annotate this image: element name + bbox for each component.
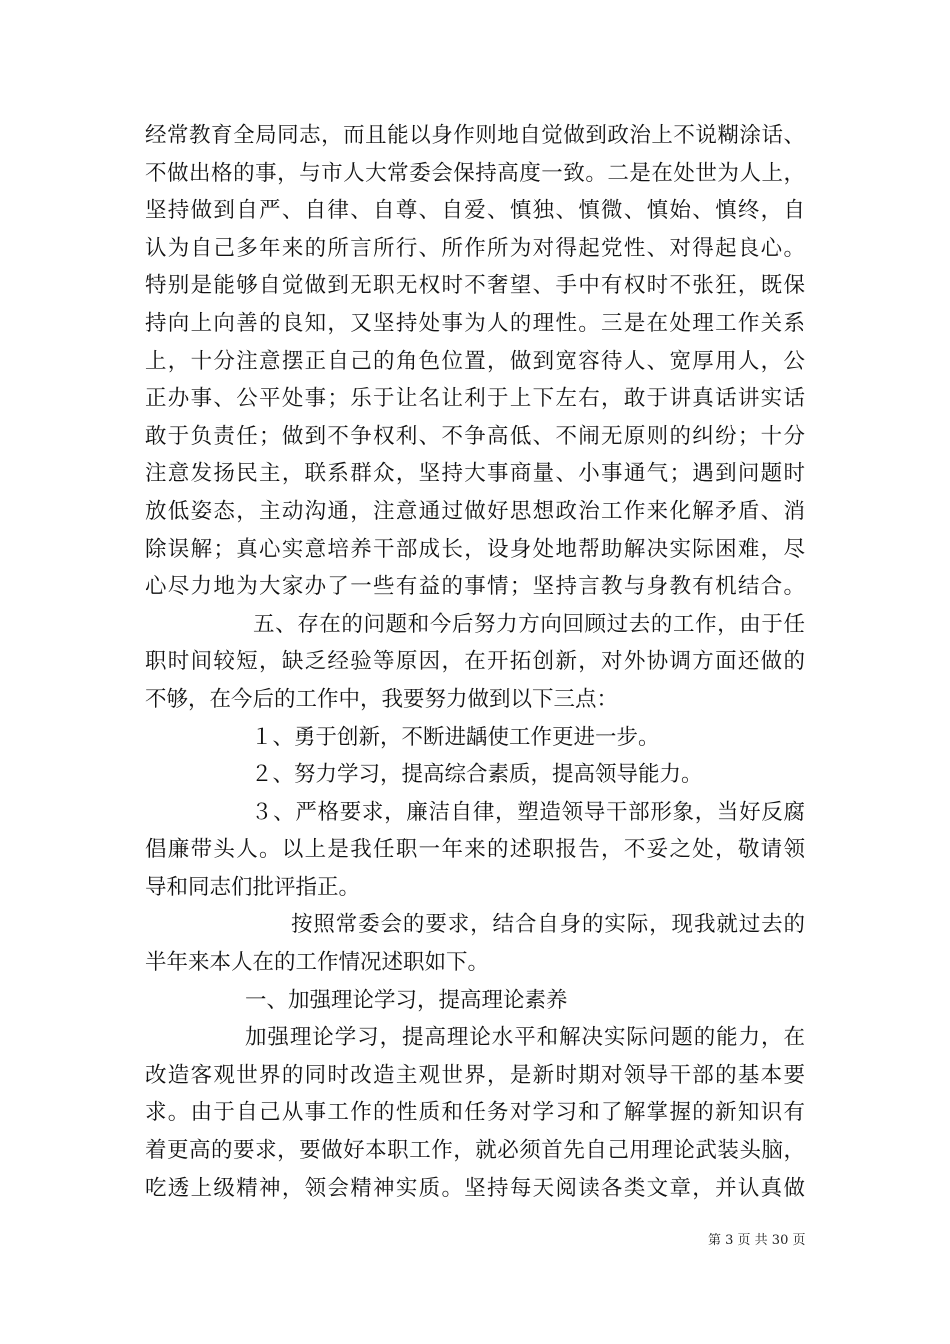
text-line: ３、严格要求，廉洁自律，塑造领导干部形象，当好反腐: [251, 799, 805, 825]
text-line: 五、存在的问题和今后努力方向回顾过去的工作，由于任: [253, 611, 805, 637]
text-line: 吃透上级精神，领会精神实质。坚持每天阅读各类文章，并认真做: [145, 1175, 805, 1201]
text-line: 求。由于自己从事工作的性质和任务对学习和了解掌握的新知识有: [145, 1100, 805, 1126]
text-line: 着更高的要求，要做好本职工作，就必须首先自己用理论武装头脑，: [145, 1138, 805, 1164]
text-line: 敢于负责任；做到不争权利、不争高低、不闹无原则的纠纷；十分: [145, 423, 805, 449]
page-number: 第 3 页 共 30 页: [708, 1233, 806, 1248]
text-line: 改造客观世界的同时改造主观世界，是新时期对领导干部的基本要: [145, 1062, 805, 1088]
text-line: 不做出格的事，与市人大常委会保持高度一致。二是在处世为人上，: [145, 160, 805, 186]
text-line: 认为自己多年来的所言所行、所作所为对得起党性、对得起良心。: [145, 235, 805, 261]
text-line: 半年来本人在的工作情况述职如下。: [145, 950, 490, 976]
text-line: ２、努力学习，提高综合素质，提高领导能力。: [251, 762, 703, 788]
text-line: 放低姿态，主动沟通，注意通过做好思想政治工作来化解矛盾、消: [145, 498, 805, 524]
text-line: 按照常委会的要求，结合自身的实际，现我就过去的: [291, 912, 805, 938]
text-line: 持向上向善的良知，又坚持处事为人的理性。三是在处理工作关系: [145, 310, 805, 336]
text-line: 导和同志们批评指正。: [145, 874, 361, 900]
text-line: 一、加强理论学习，提高理论素养: [245, 987, 568, 1013]
text-line: 不够，在今后的工作中，我要努力做到以下三点：: [145, 686, 619, 712]
text-line: 正办事、公平处事；乐于让名让利于上下左右，敢于讲真话讲实话: [145, 386, 805, 412]
text-line: １、勇于创新，不断进龋使工作更进一步。: [251, 724, 660, 750]
text-line: 特别是能够自觉做到无职无权时不奢望、手中有权时不张狂，既保: [145, 273, 805, 299]
text-line: 坚持做到自严、自律、自尊、自爱、慎独、慎微、慎始、慎终，自: [145, 198, 805, 224]
text-line: 倡廉带头人。以上是我任职一年来的述职报告，不妥之处，敬请领: [145, 837, 805, 863]
text-line: 除误解；真心实意培养干部成长，设身处地帮助解决实际困难，尽: [145, 536, 805, 562]
text-line: 注意发扬民主，联系群众，坚持大事商量、小事通气；遇到问题时: [145, 461, 805, 487]
text-line: 职时间较短，缺乏经验等原因，在开拓创新，对外协调方面还做的: [145, 649, 805, 675]
document-body: [145, 117, 805, 1207]
text-line: 加强理论学习，提高理论水平和解决实际问题的能力，在: [245, 1025, 805, 1051]
text-line: 心尽力地为大家办了一些有益的事情；坚持言教与身教有机结合。: [145, 574, 805, 600]
text-line: 经常教育全局同志，而且能以身作则地自觉做到政治上不说糊涂话、: [145, 123, 805, 148]
text-line: 上，十分注意摆正自己的角色位置，做到宽容待人、宽厚用人，公: [145, 348, 805, 374]
